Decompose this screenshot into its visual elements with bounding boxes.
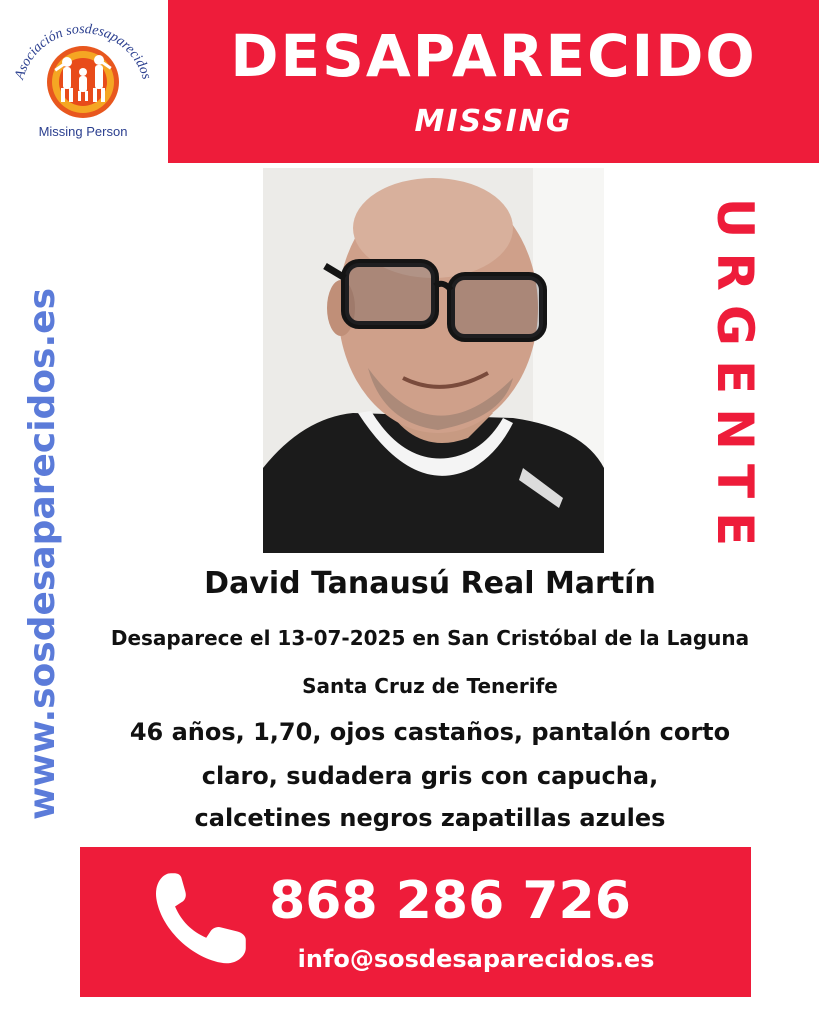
description-line: claro, sudadera gris con capucha, (201, 762, 659, 790)
disappearance-date-line: Desaparece el 13-07-2025 en San Cristóbal de la Laguna (110, 626, 750, 650)
page-title: DESAPARECIDO (230, 22, 757, 90)
contact-email[interactable]: info@sosdesaparecidos.es (297, 945, 655, 973)
association-logo (0, 0, 166, 163)
side-urgent-label: URGENTE (706, 197, 764, 561)
person-photo (263, 168, 604, 553)
logo-arc-text: Asociación sosdesaparecidos (12, 22, 154, 82)
contact-banner (80, 847, 751, 997)
disappearance-place-line: Santa Cruz de Tenerife (302, 674, 558, 698)
header-banner (168, 0, 819, 163)
contact-phone-number[interactable]: 868 286 726 (269, 871, 631, 931)
page-subtitle: MISSING (414, 104, 573, 139)
person-portrait-image (263, 168, 604, 553)
side-website-url[interactable]: www.sosdesaparecidos.es (22, 287, 63, 820)
description-line: calcetines negros zapatillas azules (194, 804, 666, 832)
description-line: 46 años, 1,70, ojos castaños, pantalón corto (129, 718, 731, 746)
person-name: David Tanausú Real Martín (204, 566, 656, 601)
logo-bottom-text: Missing Person (38, 124, 128, 139)
phone-handset-icon (148, 867, 252, 971)
family-logo-icon (4, 6, 162, 156)
